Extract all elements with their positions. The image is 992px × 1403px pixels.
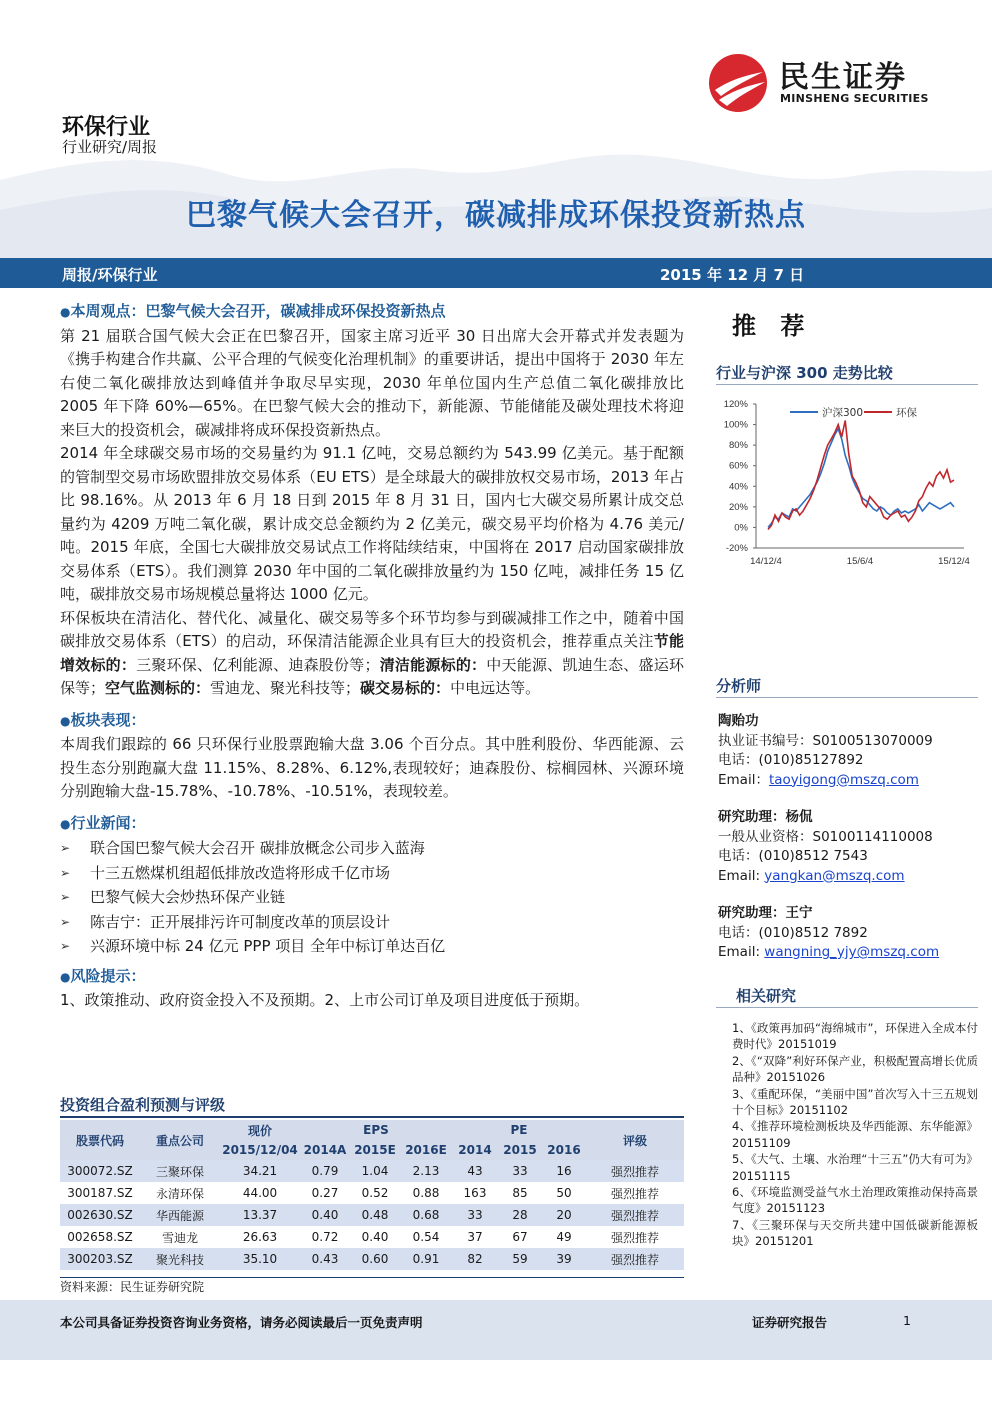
header-pe: PE [452,1120,586,1140]
bullet-icon: ● [60,969,71,984]
cell-code: 300187.SZ [60,1182,140,1204]
cell-eps: 0.43 [300,1248,350,1270]
cell-rating: 强烈推荐 [586,1204,684,1226]
section-heading-view: ●本周观点：巴黎气候大会召开，碳减排成环保投资新热点 [60,302,446,320]
cell-eps: 0.52 [350,1182,400,1204]
logo-english-text: MINSHENG SECURITIES [780,92,929,105]
cell-pe: 85 [498,1182,542,1204]
cell-pe: 163 [452,1182,498,1204]
cell-company: 雪迪龙 [140,1226,220,1248]
cell-eps: 0.79 [300,1160,350,1182]
page-number: 1 [903,1313,911,1328]
cell-pe: 82 [452,1248,498,1270]
assistant-phone: 电话：(010)8512 7892 [718,924,868,941]
logo-chinese-text: 民生证券 [779,60,907,95]
cell-pe: 33 [498,1160,542,1182]
cell-price: 35.10 [220,1248,300,1270]
rating-text: 推 荐 [732,312,813,340]
chart-x-tick-label: 15/12/4 [938,556,970,567]
related-item[interactable]: 6、《环境监测受益气水土治理政策推动保持高景气度》20151123 [732,1185,978,1216]
trend-chart [714,394,980,574]
news-item: ➢ 陈吉宁：正开展排污许可制度改革的顶层设计 [60,910,684,935]
header-year: 2016 [542,1140,586,1160]
cell-rating: 强烈推荐 [586,1248,684,1270]
assistant-email-link[interactable]: wangning_yjy@mszq.com [764,944,940,960]
forecast-table-title: 投资组合盈利预测与评级 [60,1096,226,1114]
bullet-icon: ● [60,713,71,728]
arrow-bullet-icon: ➢ [60,865,71,880]
company-logo [707,52,937,114]
header-price: 现价 [220,1120,300,1140]
news-item: ➢ 联合国巴黎气候大会召开 碳排放概念公司步入蓝海 [60,836,684,861]
cell-eps: 0.40 [350,1226,400,1248]
main-content [60,300,684,1013]
cell-pe: 43 [452,1160,498,1182]
cell-pe: 37 [452,1226,498,1248]
analyst-heading: 分析师 [716,677,762,695]
paragraph-view-3: 环保板块在清洁化、替代化、减量化、碳交易等多个环节均参与到碳减排工作之中，随着中国碳排放交易体系（ETS）的启动，环保清洁能源企业具有巨大的投资机会，推荐重点关注节能增效标的：三聚环保、亿利能源、迪森股份等；清洁能源标的：中天能源、凯迪生态、盛运环保等；空气监测标的：雪迪龙、聚光科技等；碳交易标的：中电远达等。 [60,608,684,697]
header-year: 2015E [350,1140,400,1160]
table-header-row [60,1120,684,1140]
arrow-bullet-icon: ➢ [60,914,71,929]
cell-pe: 33 [452,1204,498,1226]
header-rating: 评级 [586,1120,684,1160]
chart-y-tick-label: 60% [728,460,748,472]
cell-eps: 0.40 [300,1204,350,1226]
report-type: 行业研究/周报 [62,138,158,156]
assistant-name: 研究助理：杨侃 [718,809,813,825]
cell-rating: 强烈推荐 [586,1182,684,1204]
related-item[interactable]: 1、《政策再加码“海绵城市”，环保进入全成本付费时代》20151019 [732,1021,978,1052]
header-bar-date: 2015 年 12 月 7 日 [660,266,805,284]
cell-pe: 67 [498,1226,542,1248]
table-row [60,1226,684,1248]
cell-eps: 0.91 [400,1248,452,1270]
industry-name: 环保行业 [62,115,151,140]
paragraph-view-2: 2014 年全球碳交易市场的交易量约为 91.1 亿吨，交易总额约为 543.99 亿美元。基于配额的管制型交易市场欧盟排放交易体系（EU ETS）是全球最大的碳排放权交易市场，2013 年占比 98.16%。从 2013 年 6 月 18 日到 2015 年 8 月 31 日，国内七大碳交易所累计成交总量约为 4209 万吨二氧化碳，累计成交总金额约为 2 亿美元，碳交易平均价格为 4.76 美元/吨。2015 年底，全国七大碳排放交易试点工作将陆续结束，中国将在 2017 启动国家碳排放交易体系（ETS）。我们测算 2030 年中国的二氧化碳排放量约为 150 亿吨，减排任务 15 亿吨，碳排放交易市场规模总量将达 1000 亿元。 [60,444,684,603]
analyst-heading-rule [716,697,978,698]
cell-price: 44.00 [220,1182,300,1204]
header-year: 2014A [300,1140,350,1160]
cell-eps: 0.27 [300,1182,350,1204]
analyst-email-row: Email：taoyigong@mszq.com [718,771,919,788]
header-eps: EPS [300,1120,452,1140]
header-code: 股票代码 [60,1120,140,1160]
cell-price: 26.63 [220,1226,300,1248]
related-heading: 相关研究 [736,987,797,1005]
cell-pe: 49 [542,1226,586,1248]
cell-eps: 0.48 [350,1204,400,1226]
cell-pe: 59 [498,1248,542,1270]
cell-code: 002630.SZ [60,1204,140,1226]
related-item[interactable]: 7、《三聚环保与天交所共建中国低碳新能源板块》20151201 [732,1217,978,1249]
chart-x-tick-label: 15/6/4 [846,556,874,567]
arrow-bullet-icon: ➢ [60,841,71,855]
chart-heading: 行业与沪深 300 走势比较 [716,364,893,382]
analyst-phone: 电话：(010)85127892 [718,752,864,768]
news-item: ➢ 兴源环境中标 24 亿元 PPP 项目 全年中标订单达百亿 [60,934,684,959]
assistant-email-link[interactable]: yangkan@mszq.com [764,867,905,884]
table-row [60,1248,684,1270]
related-item[interactable]: 4、《推荐环境检测板块及华西能源、东华能源》20151109 [732,1119,978,1150]
paragraph-performance: 本周我们跟踪的 66 只环保行业股票跑输大盘 3.06 个百分点。其中胜利股份、华西能源、云投生态分别跑赢大盘 11.15%、8.28%、6.12%,表现较好；迪森股份、棕榈园林、兴源环境分别跑输大盘-15.78%、-10.78%、-10.51%，表现较差。 [60,735,684,800]
section-heading-news: ●行业新闻： [60,813,146,832]
cell-eps: 2.13 [400,1160,452,1182]
cell-eps: 0.88 [400,1182,452,1204]
chart-y-tick-label: -20% [725,543,748,554]
header-price-date: 2015/12/04 [220,1140,300,1160]
table-row [60,1160,684,1182]
cell-pe: 16 [542,1160,586,1182]
assistant-cert: 一般从业资格：S0100114110008 [718,828,933,845]
chart-y-tick-label: 0% [734,522,748,534]
cell-pe: 39 [542,1248,586,1270]
assistant-email-row: Email: wangning_yjy@mszq.com [718,944,940,960]
bullet-icon: ● [60,816,71,831]
related-item[interactable]: 5、《大气、土壤、水治理“十三五”仍大有可为》20151115 [732,1152,978,1183]
footer-disclaimer: 本公司具备证券投资咨询业务资格，请务必阅读最后一页免责声明 [60,1315,423,1330]
cell-code: 300203.SZ [60,1248,140,1270]
table-source: 资料来源：民生证券研究院 [60,1280,205,1294]
cell-pe: 20 [542,1204,586,1226]
cell-code: 300072.SZ [60,1160,140,1182]
header-company: 重点公司 [140,1120,220,1160]
cell-eps: 0.54 [400,1226,452,1248]
cell-eps: 0.72 [300,1226,350,1248]
news-item: ➢ 巴黎气候大会炒热环保产业链 [60,885,684,910]
table-row [60,1204,684,1226]
chart-legend-label: 沪深300 [822,407,864,419]
related-item[interactable]: 3、《重配环保，“美丽中国”首次写入十三五规划十个目标》20151102 [732,1086,978,1118]
chart-legend-label: 环保 [896,407,917,419]
cell-eps: 1.04 [350,1160,400,1182]
header-year: 2016E [400,1140,452,1160]
cell-pe: 50 [542,1182,586,1204]
related-item[interactable]: 2、《“双降”利好环保产业，积极配置高增长优质品种》20151026 [732,1053,978,1085]
chart-y-tick-label: 80% [728,440,748,452]
arrow-bullet-icon: ➢ [60,890,71,904]
cell-price: 34.21 [220,1160,300,1182]
cell-company: 华西能源 [140,1204,220,1226]
assistant-phone: 电话：(010)8512 7543 [718,848,868,864]
section-heading-risk: ●风险提示： [60,966,146,985]
arrow-bullet-icon: ➢ [60,939,71,953]
chart-y-tick-label: 120% [723,399,748,410]
analyst-cert: 执业证书编号：S0100513070009 [718,732,933,749]
cell-pe: 28 [498,1204,542,1226]
cell-company: 三聚环保 [140,1160,220,1182]
paragraph-risk: 1、政策推动、政府资金投入不及预期。2、上市公司订单及项目进度低于预期。 [60,991,590,1009]
cell-eps: 0.68 [400,1204,452,1226]
assistant-name: 研究助理：王宁 [718,905,813,921]
table-top-rule [60,1116,684,1118]
chart-y-tick-label: 40% [728,481,748,493]
cell-eps: 0.60 [350,1248,400,1270]
news-item: ➢ 十三五燃煤机组超低排放改造将形成千亿市场 [60,861,684,886]
bullet-icon: ● [60,305,71,319]
chart-x-tick-label: 14/12/4 [750,556,782,567]
analyst-email-link[interactable]: taoyigong@mszq.com [768,771,919,788]
cell-company: 永清环保 [140,1182,220,1204]
report-title: 巴黎气候大会召开，碳减排成环保投资新热点 [186,198,806,233]
cell-company: 聚光科技 [140,1248,220,1270]
header-year: 2015 [498,1140,542,1160]
cell-code: 002658.SZ [60,1226,140,1248]
cell-rating: 强烈推荐 [586,1160,684,1182]
header-bar-category: 周报/环保行业 [62,266,158,284]
assistant-email-row: Email: yangkan@mszq.com [718,867,905,884]
related-heading-rule [716,1007,978,1008]
related-research-list [732,1020,978,1250]
cell-rating: 强烈推荐 [586,1226,684,1248]
paragraph-view-1: 第 21 届联合国气候大会正在巴黎召开，国家主席习近平 30 日出席大会开幕式并发表题为《携手构建合作共赢、公平合理的气候变化治理机制》的重要讲话，提出中国将于 2030 年左右使二氧化碳排放达到峰值并争取尽早实现，2030 年单位国内生产总值二氧化碳排放比 2005 年下降 60%—65%。在巴黎气候大会的推动下，新能源、节能储能及碳处理技术将迎来巨大的投资机会，碳减排将成环保投资新热点。 [60,326,684,439]
forecast-table [60,1120,684,1270]
chart-y-tick-label: 20% [728,501,748,513]
analyst-name: 陶贻功 [718,713,759,729]
header-year: 2014 [452,1140,498,1160]
footer-report-type: 证券研究报告 [752,1315,828,1330]
chart-series-line [768,429,954,528]
section-heading-performance: ●板块表现： [60,710,146,729]
analyst-block [718,712,980,963]
logo-mark-icon [707,52,773,114]
table-row [60,1182,684,1204]
chart-heading-rule [716,384,978,385]
chart-y-tick-label: 100% [723,419,748,431]
chart-series-line [768,421,954,530]
cell-price: 13.37 [220,1204,300,1226]
